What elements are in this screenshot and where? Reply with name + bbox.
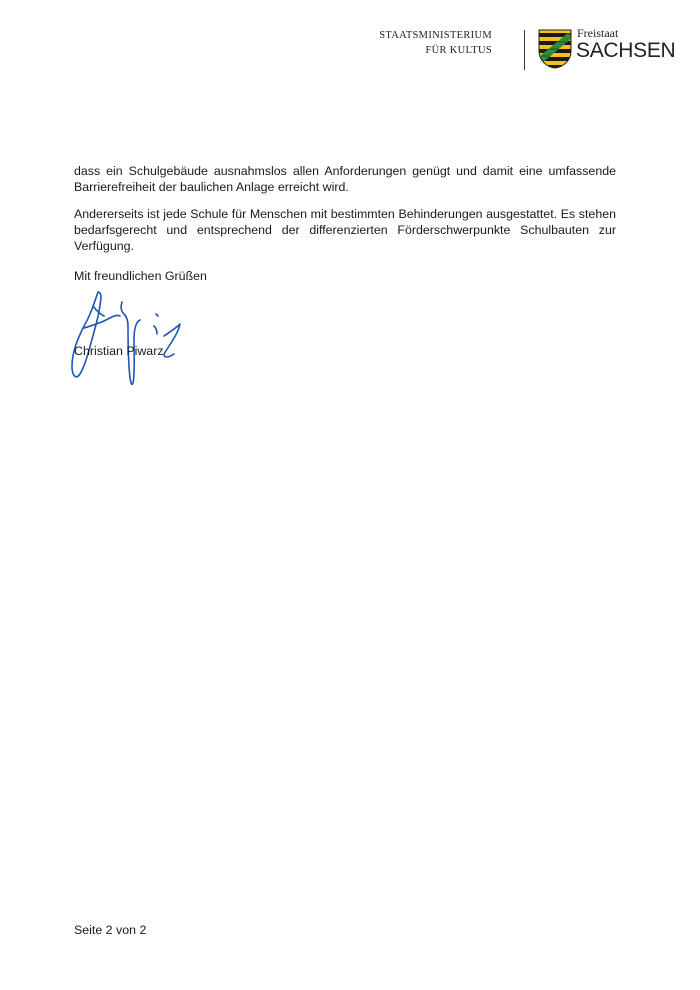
ministry-line-2: FÜR KULTUS (425, 45, 492, 56)
state-name-small: Freistaat (577, 26, 619, 40)
letterhead (380, 26, 680, 76)
saxony-coat-of-arms-icon (538, 29, 572, 69)
ministry-name (379, 28, 492, 58)
state-name (576, 26, 675, 62)
page-number: Seite 2 von 2 (74, 923, 147, 937)
signer-name: Christian Piwarz (74, 344, 164, 358)
handwritten-signature (60, 286, 190, 390)
ministry-line-1: STAATSMINISTERIUM (379, 30, 492, 41)
body-paragraph: dass ein Schulgebäude ausnahmslos allen Anforderungen genügt und damit eine umfassende Barrierefreiheit der baulichen Anlage erreicht wird. (74, 164, 616, 194)
header-divider (524, 30, 525, 70)
body-paragraph: Andererseits ist jede Schule für Menschen mit bestimmten Behinderungen ausgestattet. Es stehen bedarfsgerecht und entsprechend der differenzierten Förderschwerpunkte Schulbauten zur Verfügung. (74, 207, 616, 253)
state-name-big: SACHSEN (576, 39, 676, 62)
letter-body (74, 163, 616, 265)
closing-greeting: Mit freundlichen Grüßen (74, 269, 207, 283)
